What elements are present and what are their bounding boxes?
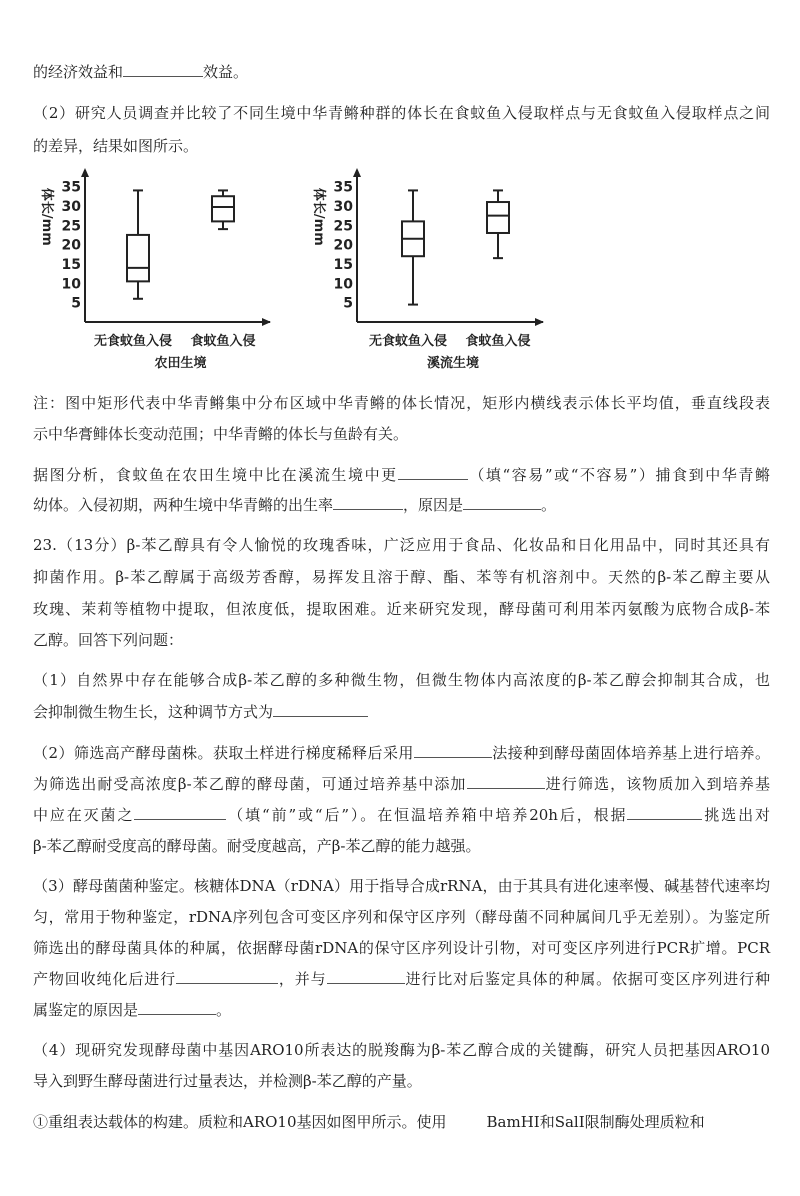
text: 的经济效益和 — [33, 63, 124, 81]
text: 法接种到酵母菌固体培养基上进行培养。 — [491, 744, 770, 762]
category-label: 无食蚊鱼入侵 — [93, 334, 173, 349]
text: 。 — [541, 496, 557, 514]
text: 中应在灭菌之 — [33, 806, 135, 824]
y-tick-label: 30 — [333, 198, 353, 215]
y-tick-label: 20 — [333, 237, 353, 254]
y-tick-label: 25 — [61, 218, 81, 235]
text: BamHI和SalⅠ限制酶处理质粒和 — [486, 1113, 705, 1131]
answer-blank[interactable] — [627, 805, 702, 820]
sub2-line-4: β-苯乙醇耐受度高的酵母菌。耐受度越高，产β-苯乙醇的能力越强。 — [33, 837, 481, 855]
text: （2）筛选高产酵母菌株。获取土样进行梯度稀释后采用 — [33, 744, 414, 762]
question-2-line-2: 的差异，结果如图所示。 — [33, 137, 199, 155]
sub1-line-2 — [33, 702, 770, 722]
y-tick-label: 5 — [71, 295, 81, 312]
y-tick-label: 10 — [61, 276, 81, 293]
answer-blank[interactable] — [467, 774, 545, 789]
chart-title: 农田生境 — [154, 356, 207, 371]
y-tick-label: 15 — [61, 256, 81, 273]
y-axis-label: 体长/mm — [39, 187, 54, 246]
box-plot-figure — [0, 165, 800, 380]
y-tick-label: 25 — [333, 218, 353, 235]
text: （填“容易”或“不容易”）捕食到中华青鳉 — [467, 466, 770, 484]
text: 属鉴定的原因是 — [33, 1001, 139, 1019]
text: 挑选出对 — [702, 806, 770, 824]
answer-blank[interactable] — [414, 743, 492, 758]
analysis-line-1 — [33, 465, 770, 485]
q23-line-2: 抑菌作用。β-苯乙醇属于高级芳香醇，易挥发且溶于醇、酯、苯等有机溶剂中。天然的β-苯乙醇主要从 — [33, 568, 770, 586]
sub2-line-3 — [33, 805, 770, 825]
answer-blank[interactable] — [273, 702, 368, 717]
y-tick-label: 5 — [343, 295, 353, 312]
sub1-line-1: （1）自然界中存在能够合成β-苯乙醇的多种微生物，但微生物体内高浓度的β-苯乙醇会抑制其合成，也 — [33, 671, 770, 689]
x-axis-arrow — [262, 318, 271, 326]
y-axis-label: 体长/mm — [311, 187, 326, 246]
y-tick-label: 10 — [333, 276, 353, 293]
box — [212, 196, 234, 221]
text: ，并与 — [278, 970, 327, 988]
sub4-line-1: （4）现研究发现酵母菌中基因ARO10所表达的脱羧酶为β-苯乙醇合成的关键酶，研究人员把基因ARO10 — [33, 1041, 770, 1059]
q23-line-3: 玫瑰、茉莉等植物中提取，但浓度低，提取困难。近来研究发现，酵母菌可利用苯丙氨酸为底物合成β-苯 — [33, 600, 770, 618]
x-axis-arrow — [535, 318, 544, 326]
analysis-line-2 — [33, 495, 770, 515]
text: （填“前”或“后”）。在恒温培养箱中培养20h后，根据 — [226, 806, 628, 824]
category-label: 食蚊鱼入侵 — [190, 334, 256, 349]
answer-blank[interactable] — [176, 969, 278, 984]
question-2-line-1: （2）研究人员调查并比较了不同生境中华青鳉种群的体长在食蚊鱼入侵取样点与无食蚊鱼入侵取样点之间 — [33, 104, 770, 122]
chart-title: 溪流生境 — [426, 356, 480, 371]
y-tick-label: 20 — [61, 237, 81, 254]
y-tick-label: 30 — [61, 198, 81, 215]
sub2-line-1 — [33, 743, 770, 763]
text: 幼体。入侵初期，两种生境中华青鳉的出生率 — [33, 496, 334, 514]
sub2-line-2 — [33, 774, 770, 794]
text: 为筛选出耐受高浓度β-苯乙醇的酵母菌，可通过培养基中添加 — [33, 775, 467, 793]
y-tick-label: 15 — [333, 256, 353, 273]
answer-blank[interactable] — [463, 495, 541, 510]
sub4-line-2: 导入到野生酵母菌进行过量表达，并检测β-苯乙醇的产量。 — [33, 1072, 422, 1090]
y-tick-label: 35 — [333, 179, 353, 196]
y-tick-label: 35 — [61, 179, 81, 196]
sub4-step1-line — [33, 1112, 770, 1132]
text: 进行筛选，该物质加入到培养基 — [544, 775, 770, 793]
category-label: 食蚊鱼入侵 — [465, 334, 531, 349]
q23-line-1: 23.（13分）β-苯乙醇具有令人愉悦的玫瑰香味，广泛应用于食品、化妆品和日化用品中，同时其还具有 — [33, 536, 770, 554]
box — [487, 202, 509, 233]
text: 。 — [216, 1001, 232, 1019]
box — [127, 235, 149, 281]
answer-blank[interactable] — [333, 495, 403, 510]
sub3-line-2: 匀，常用于物种鉴定，rDNA序列包含可变区序列和保守区序列（酵母菌不同种属间几乎无差别）。为鉴定所 — [33, 908, 770, 926]
text: 进行比对后鉴定具体的种属。依据可变区序列进行种 — [404, 970, 770, 988]
text: 产物回收纯化后进行 — [33, 970, 176, 988]
text: 据图分析，食蚊鱼在农田生境中比在溪流生境中更 — [33, 466, 398, 484]
category-label: 无食蚊鱼入侵 — [368, 334, 448, 349]
text-line — [33, 62, 770, 82]
answer-blank[interactable] — [123, 62, 203, 77]
sub3-line-4 — [33, 969, 770, 989]
y-axis-arrow — [81, 168, 89, 177]
text: 会抑制微生物生长，这种调节方式为 — [33, 703, 274, 721]
text: 效益。 — [203, 63, 249, 81]
note-line-2: 示中华膏鲱体长变动范围；中华青鳉的体长与鱼龄有关。 — [33, 425, 409, 443]
answer-blank[interactable] — [138, 1000, 216, 1015]
y-axis-arrow — [353, 168, 361, 177]
q23-line-4: 乙醇。回答下列问题： — [33, 631, 184, 649]
sub3-line-5 — [33, 1000, 770, 1020]
text: ①重组表达载体的构建。质粒和ARO10基因如图甲所示。使用 — [33, 1113, 447, 1131]
answer-blank[interactable] — [398, 465, 468, 480]
text: ，原因是 — [403, 496, 464, 514]
sub3-line-1: （3）酵母菌菌种鉴定。核糖体DNA（rDNA）用于指导合成rRNA，由于其具有进化速率慢、碱基替代速率均 — [33, 877, 770, 895]
answer-blank[interactable] — [327, 969, 405, 984]
answer-blank[interactable] — [134, 805, 226, 820]
note-line-1: 注：图中矩形代表中华青鳉集中分布区域中华青鳉的体长情况，矩形内横线表示体长平均值，垂直线段表 — [33, 394, 770, 412]
sub3-line-3: 筛选出的酵母菌具体的种属，依据酵母菌rDNA的保守区序列设计引物，对可变区序列进行PCR扩增。PCR — [33, 939, 770, 957]
